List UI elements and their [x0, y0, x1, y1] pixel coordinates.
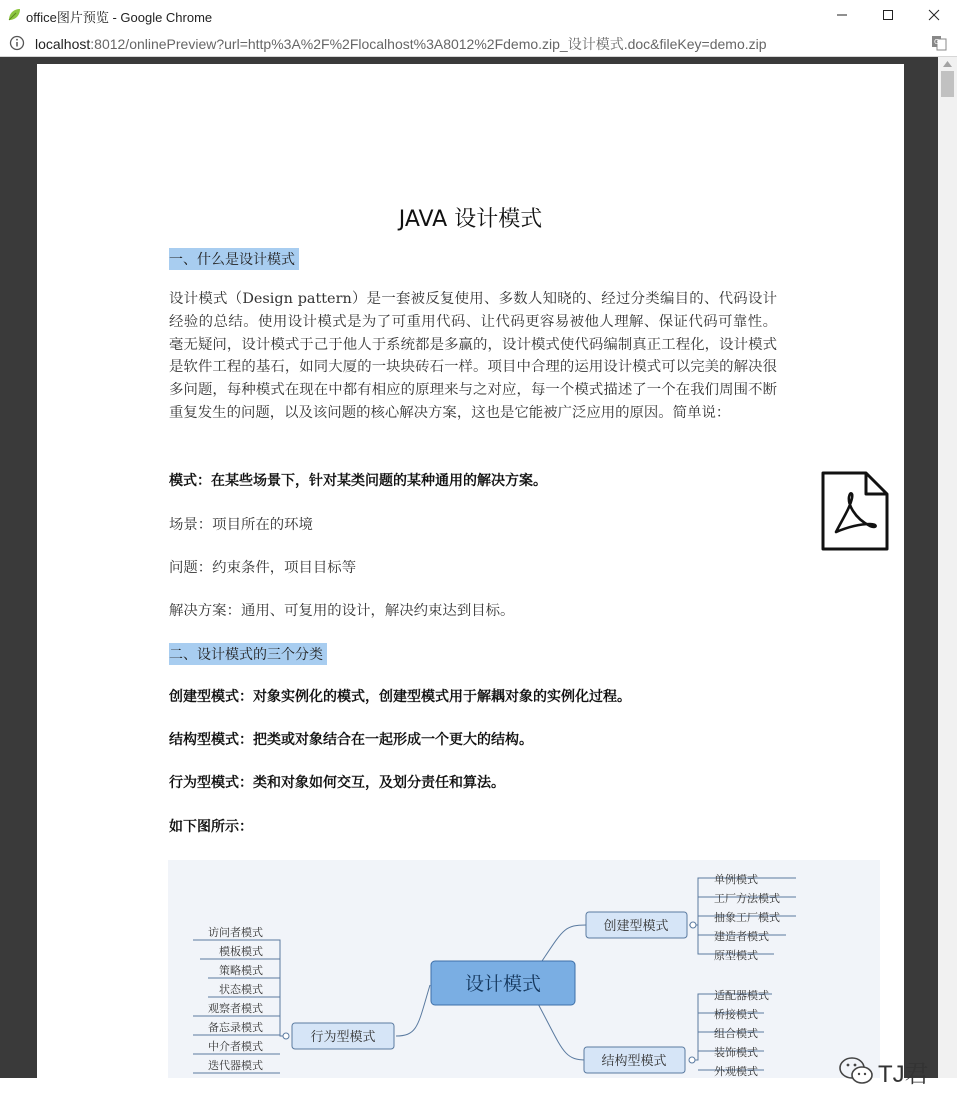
mindmap-leaf: 适配器模式 — [714, 989, 769, 1002]
mindmap-leaf: 状态模式 — [219, 983, 263, 996]
address-bar[interactable] — [0, 30, 957, 57]
pdf-icon[interactable] — [820, 470, 890, 552]
leaf-icon — [7, 8, 21, 22]
mindmap-leaf: 中介者模式 — [208, 1040, 263, 1053]
bottom-strip — [0, 1078, 957, 1110]
creational-line: 创建型模式：对象实例化的模式，创建型模式用于解耦对象的实例化过程。 — [169, 689, 631, 705]
design-patterns-mindmap — [168, 860, 880, 1080]
minimize-icon — [836, 9, 848, 21]
info-icon[interactable] — [9, 35, 25, 51]
wechat-icon — [838, 1056, 874, 1086]
url-text[interactable] — [35, 34, 767, 54]
intro-paragraph: 设计模式（Design pattern）是一套被反复使用、多数人知晓的、经过分类编目的、代码设计经验的总结。使用设计模式是为了可重用代码、让代码更容易被他人理解、保证代码可靠性。 毫无疑问，设计模式于己于他人于系统都是多赢的，设计模式使代码编制真正工程化，设计模式是软件工程的基石，如同大厦的一块块砖石一样。项目中合理的运用设计模式可以完美的解决很多问题，每种模式在现在中都有相应的原理来与之对应，每一个模式描述了一个在我们周围不断重复发生的问题，以及该问题的核心解决方案，这也是它能被广泛应用的原因。简单说： — [169, 291, 777, 421]
document-title: JAVA 设计模式 — [398, 207, 543, 232]
watermark-text: TJ君 — [878, 1061, 929, 1088]
pattern-definition: 模式：在某些场景下，针对某类问题的某种通用的解决方案。 — [169, 473, 547, 489]
solution-line: 解决方案：通用、可复用的设计，解决约束达到目标。 — [169, 603, 515, 619]
section-heading-1: 一、什么是设计模式 — [169, 248, 299, 270]
scrollbar-thumb[interactable] — [941, 71, 954, 97]
mindmap-center-label: 设计模式 — [464, 973, 542, 995]
document-page — [37, 64, 904, 1080]
maximize-button[interactable] — [865, 0, 911, 30]
mindmap-leaf: 迭代器模式 — [208, 1059, 263, 1072]
window-titlebar — [0, 0, 957, 31]
svg-text:G: G — [934, 38, 940, 46]
url-host: localhost — [35, 36, 91, 52]
watermark — [836, 1052, 946, 1086]
structural-node-label: 结构型模式 — [601, 1054, 667, 1069]
mindmap-leaf: 建造者模式 — [714, 930, 769, 943]
close-button[interactable] — [911, 0, 957, 30]
window-title: office图片预览 - Google Chrome — [26, 10, 213, 25]
mindmap-leaf: 外观模式 — [714, 1065, 758, 1078]
figure-intro-line: 如下图所示： — [169, 819, 253, 835]
close-icon — [928, 9, 940, 21]
mindmap-leaf: 工厂方法模式 — [714, 892, 780, 905]
mindmap-leaf: 观察者模式 — [208, 1002, 263, 1015]
structural-line: 结构型模式：把类或对象结合在一起形成一个更大的结构。 — [169, 732, 533, 748]
behavioral-node-label: 行为型模式 — [310, 1030, 376, 1045]
mindmap-leaf: 原型模式 — [714, 949, 758, 962]
section-heading-2: 二、设计模式的三个分类 — [169, 643, 327, 665]
mindmap-leaf: 装饰模式 — [714, 1046, 758, 1059]
mindmap-leaf: 桥接模式 — [714, 1008, 758, 1021]
mindmap-leaf: 备忘录模式 — [208, 1021, 263, 1034]
scene-line: 场景：项目所在的环境 — [169, 517, 313, 533]
mindmap-leaf: 组合模式 — [714, 1027, 758, 1040]
url-path: :8012/onlinePreview?url=http%3A%2F%2Flocalhost%3A8012%2Fdemo.zip_设计模式.doc&fileKey=demo.zip — [90, 36, 767, 52]
translate-icon[interactable] — [931, 35, 947, 51]
mindmap-leaf: 单例模式 — [714, 873, 758, 886]
mindmap-leaf: 策略模式 — [219, 964, 263, 977]
mindmap-leaf: 模板模式 — [219, 945, 263, 958]
mindmap-leaf: 访问者模式 — [208, 926, 263, 939]
behavioral-line: 行为型模式：类和对象如何交互，及划分责任和算法。 — [169, 775, 505, 791]
scroll-up-arrow-icon[interactable] — [943, 61, 952, 67]
vertical-scrollbar[interactable] — [938, 57, 957, 1080]
maximize-icon — [882, 9, 894, 21]
problem-line: 问题：约束条件，项目目标等 — [169, 560, 357, 576]
minimize-button[interactable] — [819, 0, 865, 30]
creational-node-label: 创建型模式 — [603, 919, 669, 934]
mindmap-leaf: 抽象工厂模式 — [714, 911, 780, 924]
